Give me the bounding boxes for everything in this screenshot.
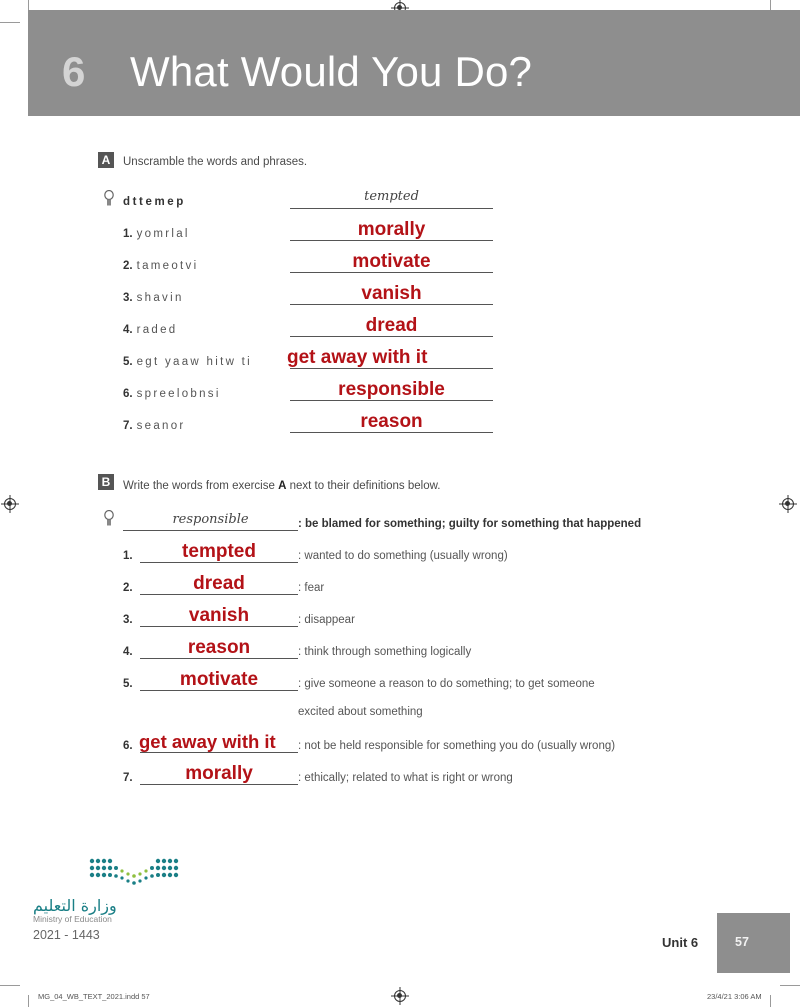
item-number: 3. — [123, 292, 133, 304]
exercise-row — [123, 411, 503, 438]
item-number: 6. — [123, 388, 133, 400]
handwritten-answer[interactable]: motivate — [179, 669, 259, 690]
crop-mark — [770, 0, 771, 10]
definition: : disappear — [298, 614, 355, 626]
handwritten-answer[interactable]: dread — [193, 573, 245, 594]
item-number: 4. — [123, 646, 133, 658]
item-number: 7. — [123, 420, 133, 432]
edition-year: 2021 - 1443 — [33, 928, 100, 942]
exercise-row — [123, 347, 503, 374]
exercise-row — [123, 605, 683, 632]
definition: : be blamed for something; guilty for something that happened — [298, 518, 642, 530]
section-a-tag: A — [98, 152, 114, 168]
unit-label: Unit 6 — [662, 935, 699, 950]
item-number: 6. — [123, 740, 133, 752]
exercise-row — [123, 251, 503, 278]
definition: : think through something logically — [298, 646, 472, 658]
handwritten-answer[interactable]: tempted — [182, 541, 256, 562]
crop-mark — [770, 995, 771, 1007]
ministry-name-arabic: وزارة التعليم — [33, 896, 117, 915]
item-number: 5. — [123, 356, 133, 368]
crop-mark — [780, 985, 800, 986]
item-number: 1. — [123, 228, 133, 240]
exercise-row — [123, 637, 683, 664]
definition: : fear — [298, 582, 325, 594]
registration-mark-icon — [394, 990, 406, 1002]
item-number: 3. — [123, 614, 133, 626]
exercise-row — [123, 283, 503, 310]
crop-mark — [28, 995, 29, 1007]
crop-mark — [0, 985, 20, 986]
handwritten-answer[interactable]: responsible — [338, 379, 445, 400]
unit-number: 6 — [62, 48, 86, 95]
scrambled-word: egt yaaw hitw ti — [136, 356, 253, 368]
item-number: 2. — [123, 582, 133, 594]
registration-mark-icon — [782, 498, 794, 510]
item-number: 7. — [123, 772, 133, 784]
page-number: 57 — [735, 935, 749, 949]
example-row — [123, 189, 503, 214]
example-answer: tempted — [364, 189, 419, 204]
scrambled-word: yomrlal — [136, 228, 190, 240]
crop-mark — [0, 22, 20, 23]
definition: : give someone a reason to do something; to get someone — [298, 678, 595, 690]
section-b-instruction: Write the words from exercise A next to their definitions below. — [123, 480, 441, 492]
exercise-row — [123, 669, 683, 696]
definition: : not be held responsible for something you do (usually wrong) — [298, 740, 616, 752]
lightbulb-icon — [104, 510, 114, 528]
scrambled-word: seanor — [136, 420, 186, 432]
crop-mark — [28, 0, 29, 10]
scrambled-word: shavin — [136, 292, 184, 304]
scrambled-word: dttemep — [123, 196, 186, 208]
handwritten-answer[interactable]: vanish — [188, 605, 250, 626]
handwritten-answer[interactable]: get away with it — [139, 731, 276, 752]
definition: : wanted to do something (usually wrong) — [298, 550, 508, 562]
item-number: 2. — [123, 260, 133, 272]
page-number-box — [717, 913, 790, 973]
answer-line — [123, 530, 298, 531]
print-slug-date: 23/4/21 3:06 AM — [707, 992, 762, 1001]
exercise-row — [123, 541, 683, 568]
exercise-row — [123, 731, 683, 758]
handwritten-answer[interactable]: vanish — [361, 283, 422, 304]
scrambled-word: spreelobnsi — [136, 388, 221, 400]
ministry-logo-icon — [88, 857, 180, 889]
lightbulb-icon — [104, 190, 114, 208]
scrambled-word: tameotvi — [136, 260, 199, 272]
handwritten-answer[interactable]: reason — [187, 637, 251, 658]
exercise-row — [123, 573, 683, 600]
registration-mark-icon — [4, 498, 16, 510]
item-number: 4. — [123, 324, 133, 336]
example-answer: responsible — [172, 512, 249, 527]
answer-line — [290, 208, 493, 209]
handwritten-answer[interactable]: motivate — [352, 251, 431, 272]
handwritten-answer[interactable]: dread — [365, 315, 418, 336]
scrambled-word: raded — [136, 324, 178, 336]
definition: : ethically; related to what is right or wrong — [298, 772, 513, 784]
item-number: 1. — [123, 550, 133, 562]
print-slug-file: MG_04_WB_TEXT_2021.indd 57 — [38, 992, 150, 1001]
exercise-row — [123, 379, 503, 406]
item-number: 5. — [123, 678, 133, 690]
definition-continuation: excited about something — [298, 706, 423, 718]
handwritten-answer[interactable]: morally — [357, 219, 426, 240]
ministry-name-english: Ministry of Education — [33, 914, 112, 924]
exercise-row — [123, 219, 503, 246]
exercise-row — [123, 315, 503, 342]
handwritten-answer[interactable]: get away with it — [287, 347, 428, 368]
handwritten-answer[interactable]: reason — [360, 411, 423, 432]
handwritten-answer[interactable]: morally — [185, 763, 253, 784]
exercise-row — [123, 763, 683, 790]
page-title: What Would You Do? — [130, 48, 533, 95]
example-row — [123, 514, 683, 536]
section-b-tag: B — [98, 474, 114, 490]
section-a-instruction: Unscramble the words and phrases. — [123, 156, 308, 168]
